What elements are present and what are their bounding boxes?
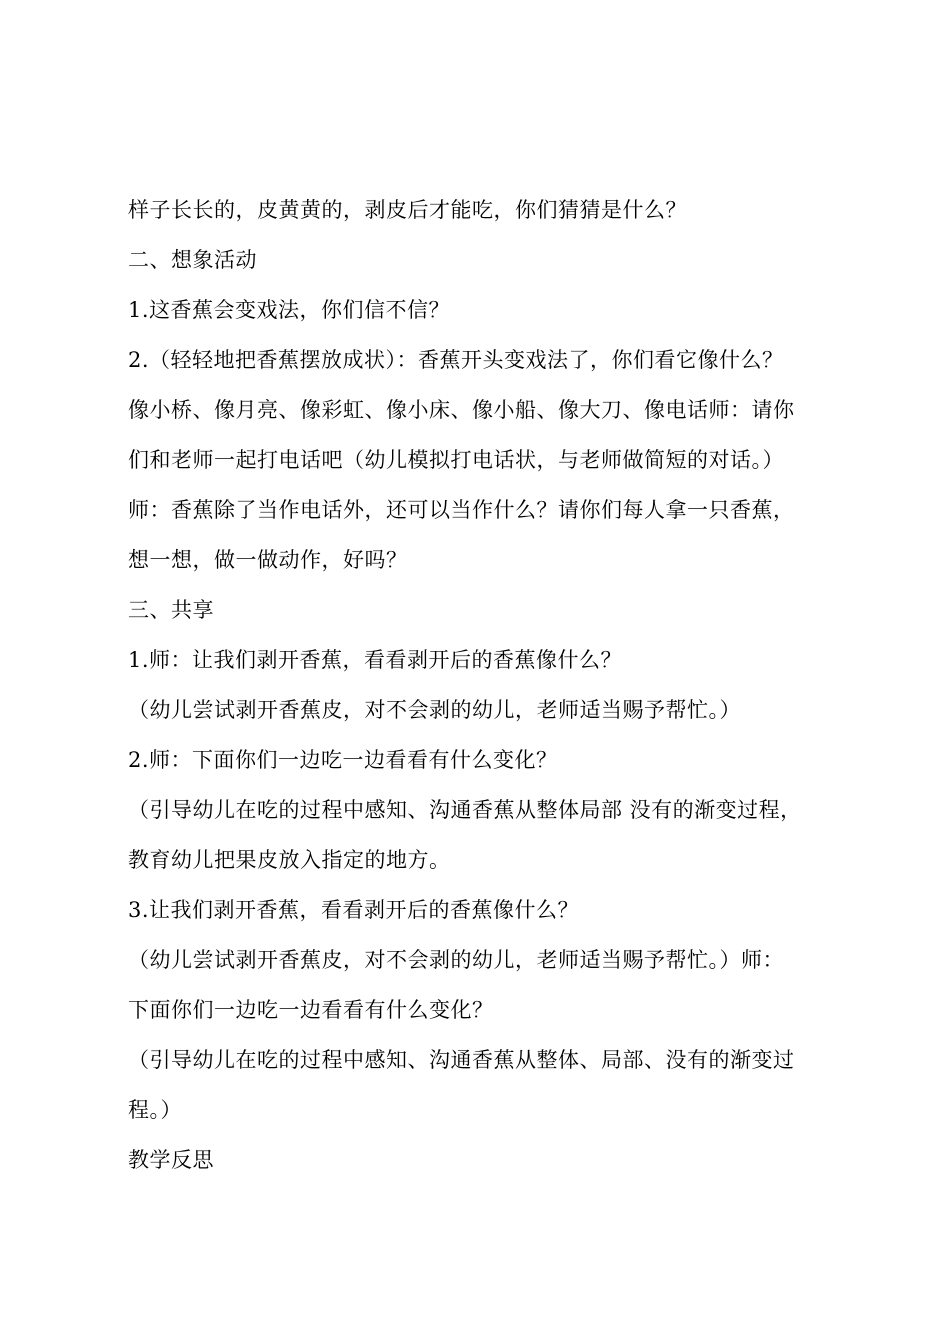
text-line: 2.师：下面你们一边吃一边看看有什么变化？	[128, 748, 558, 772]
text-line: 想一想，做一做动作，好吗？	[128, 548, 408, 572]
text-line: 教育幼儿把果皮放入指定的地方。	[128, 848, 451, 872]
text-line: 程。）	[128, 1098, 182, 1122]
text-line: 像小桥、像月亮、像彩虹、像小床、像小船、像大刀、像电话师：请你	[128, 398, 795, 422]
text-line: 3.让我们剥开香蕉，看看剥开后的香蕉像什么？	[128, 898, 580, 922]
text-line: 师：香蕉除了当作电话外，还可以当作什么？请你们每人拿一只香蕉，	[128, 498, 795, 522]
document-body	[128, 185, 833, 1185]
section-heading: 教学反思	[128, 1148, 214, 1172]
text-line: （引导幼儿在吃的过程中感知、沟通香蕉从整体局部 没有的渐变过程，	[128, 798, 802, 822]
section-heading: 三、共享	[128, 598, 214, 622]
text-line: 2.（轻轻地把香蕉摆放成状）：香蕉开头变戏法了，你们看它像什么？	[128, 348, 784, 372]
text-line: 1.师：让我们剥开香蕉，看看剥开后的香蕉像什么？	[128, 648, 623, 672]
text-line: （幼儿尝试剥开香蕉皮，对不会剥的幼儿，老师适当赐予帮忙。）	[128, 698, 741, 722]
text-line: 样子长长的，皮黄黄的，剥皮后才能吃，你们猜猜是什么？	[128, 198, 687, 222]
text-line: 下面你们一边吃一边看看有什么变化？	[128, 998, 494, 1022]
section-heading: 二、想象活动	[128, 248, 257, 272]
text-line: 1.这香蕉会变戏法，你们信不信？	[128, 298, 451, 322]
text-line: （幼儿尝试剥开香蕉皮，对不会剥的幼儿，老师适当赐予帮忙。）师：	[128, 948, 784, 972]
text-line: 们和老师一起打电话吧（幼儿模拟打电话状，与老师做简短的对话。）	[128, 448, 784, 472]
text-line: （引导幼儿在吃的过程中感知、沟通香蕉从整体、局部、没有的渐变过	[128, 1048, 795, 1072]
